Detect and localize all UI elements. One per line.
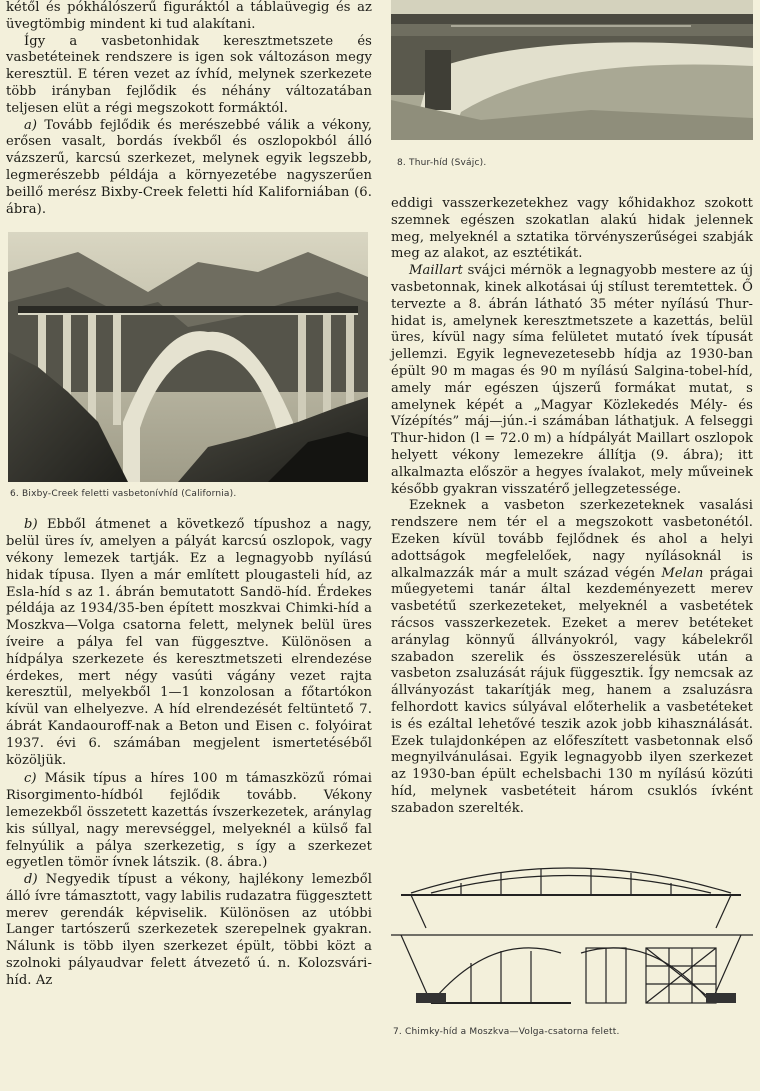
figure-6-caption: 6. Bixby-Creek feletti vasbetonívhíd (California). (10, 489, 237, 500)
paragraph-melan-text-b: prágai műegyetemi tanár által kezdeményezett merev vasbetétű szerkezeteket, melyeknél a vasbetétek rácsos vasszerkezetek. Ezeket a merev betéteket aránylag könnyű állványokról, vagy kábelekről szabadon szerelik és összeszerelésük után a vasbeton zsaluzását rájuk függesztik. Így nemcsak az állványozást takarítják meg, hanem a zsaluzásra felhordott kavics súlyával előterhelik a vasbetéteket is és ezáltal lehetővé teszik azok jobb kihasználását. Ezek tulajdonképen az előfeszített vasbetonnak első megnyilvánulásai. Egyik legnagyobb ilyen szerkezet az 1930-ban épült echelsbachi 130 m nyílású közúti híd, melynek vasbetéteit három csuklós ívként szabadon szerelték. (391, 565, 754, 816)
list-label-a: a) (24, 117, 38, 133)
paragraph-maillart (391, 263, 753, 498)
figure-8-thur-bridge (391, 0, 753, 168)
paragraph-vasbetonhidak: Így a vasbetonhidak keresztmetszete és vasbetéteinek rendszere is igen sok változáson megy keresztül. E téren vezet az ívhíd, melynek szerkezete több irányban fejlődik és néhány változatában teljesen elüt a régi megszokott formáktól. (6, 33, 372, 116)
thur-bridge-photo (391, 0, 753, 140)
paragraph-c (6, 771, 372, 872)
bixby-creek-bridge-photo (8, 232, 368, 482)
figure-6-bixby-creek (8, 232, 370, 499)
paragraph-d-text: Negyedik típust a vékony, hajlékony lemezből álló ívre támasztott, vagy labilis rudazatra függesztett merev gerendák képviselik. Különösen az utóbbi Langer tartószerű szerkezetek szerepelnek gyakran. Nálunk is több ilyen szerkezet épült, többi közt a szolnoki pályaudvar felett átvezető ú. n. Kolozsvári-híd. Az (6, 872, 372, 988)
paragraph-maillart-text: svájci mérnök a legnagyobb mestere az új vasbetonnak, kinek alkotásai új stílust teremtettek. Ő tervezte a 8. ábrán látható 35 méter nyílású Thur-hidat is, amelynek keresztmetszete a kazettás, belül üres, kívül nagy síma felületet mutató ívek típusát jellemzi. Egyik legnevezetesebb hídja az 1930-ban épült 90 m magas és 90 m nyílású Salgina-tobel-híd, amely már egészen újszerű formákat mutat, s amelynek képét a „Magyar Közlekedés Mély- és Vízépítés” máj—jún.-i számában láthatjuk. A felseggi Thur-hidon (l = 72.0 m) a hídpályát Maillart oszlopok helyett vékony lemezekre állítja (9. ábra); itt alkalmazta először a hegyes ívalakot, mely műveinek később gyakran visszatérő jellegzetessége. (391, 263, 753, 497)
paragraph-melan-text-a: Ezeknek a vasbeton szerkezeteknek vasalási rendszere nem tér el a megszokott vasbetonétól. Ezeken kívül tovább fejlődnek és ahol a helyi adottságok megfelelőek, nagy nyílásoknál is alkalmazzák már a mult század végén (391, 498, 753, 581)
left-column (6, 0, 372, 990)
paragraph-a (6, 118, 372, 219)
paragraph-intro: kétől és pókhálószerű figuráktól a táblaüvegig és az üvegtömbig mindent ki tud alakítani. (6, 0, 372, 32)
paragraph-c-text: Másik típus a híres 100 m támaszközű római Risorgimento-hídból fejlődik tovább. Vékony lemezekből összetett kazettás ívszerkezetek, aránylag kis súllyal, nagy merevséggel, melyeknél a külső fal felnyúlik a pálya szerkezetig, s így a szerkezet egyetlen tömör ívnek látszik. (8. ábra.) (6, 771, 372, 871)
list-label-d: d) (24, 872, 38, 888)
person-name-melan: Melan (661, 565, 704, 581)
figure-7-chimky-bridge (391, 853, 753, 1037)
paragraph-melan (391, 498, 753, 817)
figure-8-caption: 8. Thur-híd (Svájc). (397, 158, 487, 168)
paragraph-b (6, 517, 372, 769)
person-name-maillart: Maillart (409, 263, 463, 279)
list-label-b: b) (24, 517, 38, 533)
figure-7-caption: 7. Chimky-híd a Moszkva—Volga-csatorna felett. (393, 1027, 620, 1038)
chimky-bridge-drawing (391, 853, 753, 1013)
paragraph-b-text: Ebből átmenet a következő típushoz a nagy, belül üres ív, amelyen a pályát karcsú oszlopok, vagy vékony lemezek tartják. Ez a legnagyobb nyílású hidak típusa. Ilyen a már említett plougasteli híd, az Esla-híd s az 1. ábrán bemutatott Sandö-híd. Érdekes példája az 1934/35-ben épített moszkvai Chimki-híd a Moszkva—Volga csatorna felett, melynek belül üres íveire a pálya fel van függesztve. Különösen a hídpálya szerkezete és keresztmetszeti elrendezése érdekes, mert négy vasúti vágány vezet rajta keresztül, melyekből 1—1 konzolosan a főtartókon kívül van elhelyezve. A híd elrendezését feltüntető 7. ábrát Kandaouroff-nak a Beton und Eisen c. folyóirat 1937. évi 6. számában megjelent ismertetéséből közöljük. (6, 517, 372, 768)
list-label-c: c) (24, 771, 37, 787)
right-column (391, 0, 753, 1037)
paragraph-aesthetics: eddigi vasszerkezetekhez vagy kőhidakhoz szokott szemnek egészen szokatlan alakú hidak jelennek meg, melyeknél a sztatika törvényszerűségei szabják meg az alakot, az esztétikát. (391, 196, 753, 262)
paragraph-a-text: Tovább fejlődik és merészebbé válik a vékony, erősen vasalt, bordás ívekből és oszlopokból álló vázszerű, karcsú szerkezet, melynek egyik legszebb, legmerészebb példája a környezetébe nagyszerűen beillő merész Bixby-Creek feletti híd Kaliforniában (6. ábra). (6, 117, 372, 217)
paragraph-d (6, 872, 372, 990)
